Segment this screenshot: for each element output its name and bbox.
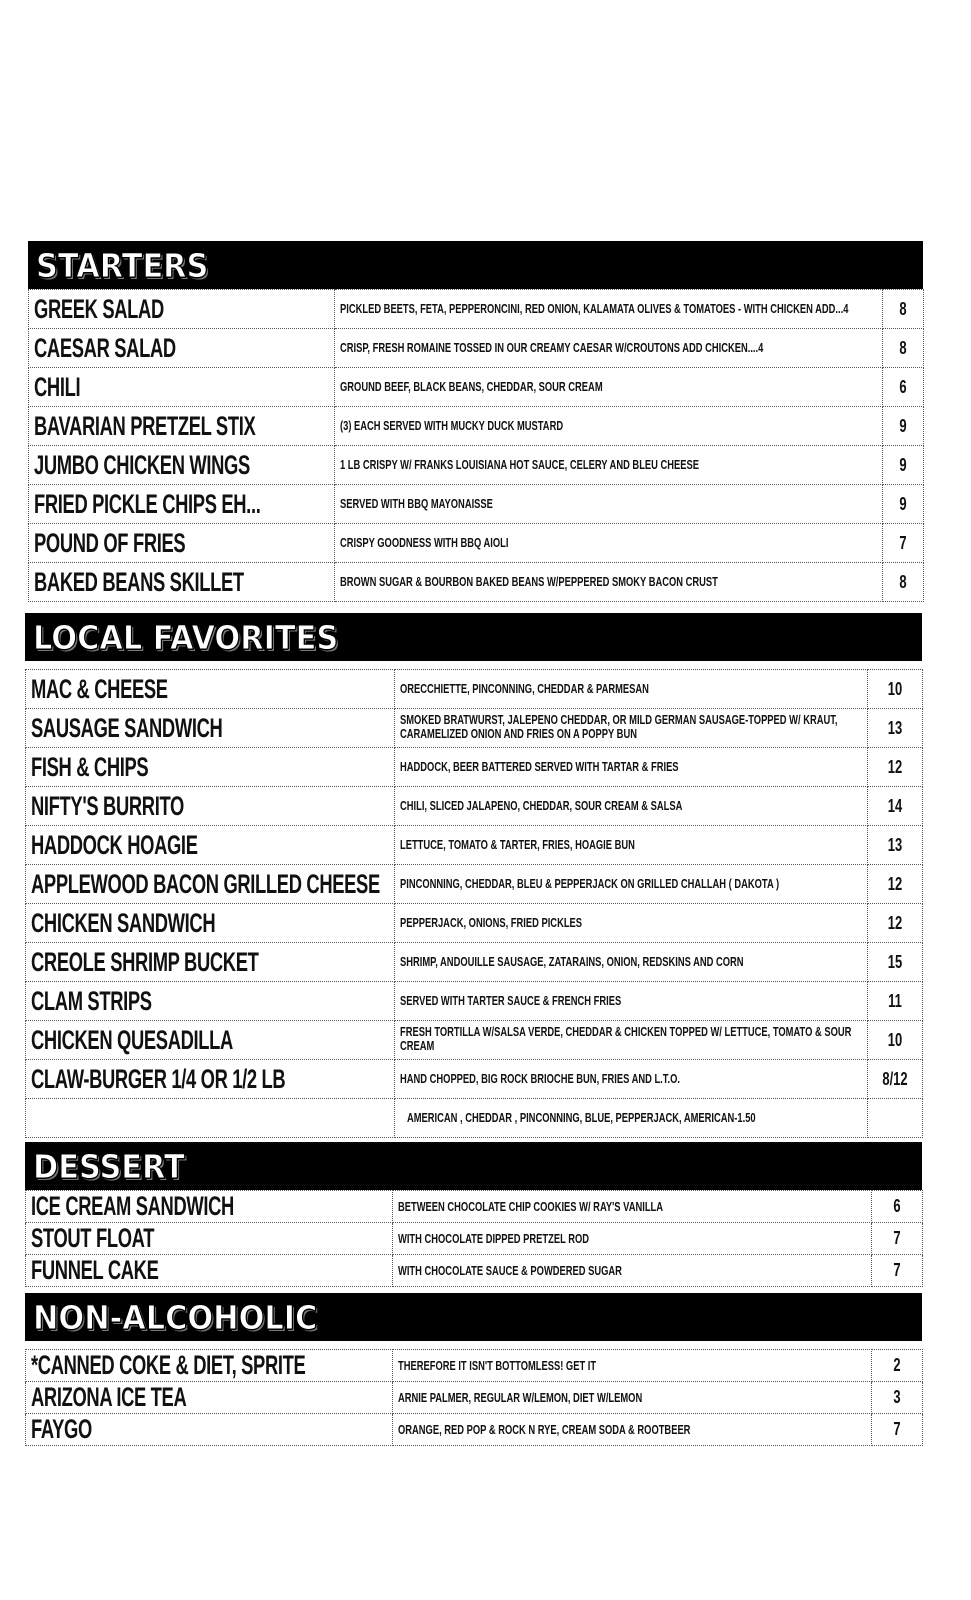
menu-item (29, 524, 924, 563)
section-header-non-alcoholic (25, 1293, 922, 1341)
item-price: 9 (899, 454, 907, 475)
item-price: 12 (887, 873, 903, 894)
menu-item (26, 865, 923, 904)
local-favorites-table (25, 669, 923, 1138)
menu-item (26, 1382, 923, 1414)
item-price: 7 (893, 1419, 901, 1439)
item-price: 13 (887, 717, 903, 738)
item-description: ORANGE, RED POP & ROCK N RYE, CREAM SODA & ROOTBEER (398, 1421, 691, 1437)
menu-item (29, 290, 924, 329)
menu-item (29, 329, 924, 368)
menu-item (26, 1021, 923, 1060)
item-description: BROWN SUGAR & BOURBON BAKED BEANS W/PEPPERED SMOKY BACON CRUST (340, 574, 718, 589)
item-description: WITH CHOCOLATE SAUCE & POWDERED SUGAR (398, 1262, 622, 1278)
item-name: HADDOCK HOAGIE (31, 829, 198, 860)
menu-item (26, 1191, 923, 1223)
item-description: CRISP, FRESH ROMAINE TOSSED IN OUR CREAMY CAESAR W/CROUTONS ADD CHICKEN....4 (340, 340, 764, 355)
dessert-table (25, 1190, 923, 1287)
item-price: 3 (893, 1387, 901, 1407)
item-name: GREEK SALAD (34, 293, 164, 324)
item-name: POUND OF FRIES (34, 527, 186, 558)
item-description: WITH CHOCOLATE DIPPED PRETZEL ROD (398, 1230, 590, 1246)
section-dessert (25, 1142, 922, 1287)
item-description: PICKLED BEETS, FETA, PEPPERONCINI, RED ONION, KALAMATA OLIVES & TOMATOES - WITH CHICKEN ADD...4 (340, 301, 849, 316)
item-description: SERVED WITH TARTER SAUCE & FRENCH FRIES (400, 993, 622, 1008)
item-name: BAVARIAN PRETZEL STIX (34, 410, 256, 441)
section-non-alcoholic (25, 1293, 922, 1446)
item-description: HAND CHOPPED, BIG ROCK BRIOCHE BUN, FRIES AND L.T.O. (400, 1071, 680, 1086)
section-title: LOCAL FAVORITES (33, 617, 339, 657)
item-price: 8 (899, 571, 907, 592)
item-description: THEREFORE IT ISN'T BOTTOMLESS! GET IT (398, 1357, 597, 1373)
menu-item (26, 748, 923, 787)
item-name: MAC & CHEESE (31, 673, 168, 704)
item-description: ORECCHIETTE, PINCONNING, CHEDDAR & PARMESAN (400, 681, 649, 696)
item-price: 11 (888, 990, 902, 1011)
item-price: 6 (899, 376, 907, 397)
section-header-dessert (25, 1142, 922, 1190)
menu-item (26, 943, 923, 982)
menu-item (29, 446, 924, 485)
item-name: CAESAR SALAD (34, 332, 176, 363)
item-name: ARIZONA ICE TEA (31, 1382, 187, 1412)
menu-item (26, 1060, 923, 1099)
section-local-favorites (25, 613, 922, 1138)
item-description: CRISPY GOODNESS WITH BBQ AIOLI (340, 535, 509, 550)
item-price: 15 (887, 951, 903, 972)
item-name: BAKED BEANS SKILLET (34, 566, 244, 597)
menu-item (26, 904, 923, 943)
item-name: JUMBO CHICKEN WINGS (34, 449, 250, 480)
item-description: AMERICAN , CHEDDAR , PINCONNING, BLUE, PEPPERJACK, AMERICAN-1.50 (407, 1110, 756, 1125)
menu-item (26, 1414, 923, 1446)
item-price: 6 (893, 1196, 901, 1216)
item-price: 7 (899, 532, 907, 553)
menu-item (26, 1099, 923, 1138)
item-price: 12 (887, 912, 903, 933)
menu-item (29, 407, 924, 446)
item-name: FRIED PICKLE CHIPS EH... (34, 488, 261, 519)
menu-item (26, 670, 923, 709)
item-price: 10 (887, 1029, 903, 1050)
item-description: SERVED WITH BBQ MAYONAISSE (340, 496, 493, 511)
item-description: 1 LB CRISPY W/ FRANKS LOUISIANA HOT SAUCE, CELERY AND BLEU CHEESE (340, 457, 700, 472)
section-title: STARTERS (36, 245, 209, 285)
item-name: CLAM STRIPS (31, 985, 152, 1016)
item-name: CHILI (34, 371, 81, 402)
item-description: (3) EACH SERVED WITH MUCKY DUCK MUSTARD (340, 418, 564, 433)
item-description: SHRIMP, ANDOUILLE SAUSAGE, ZATARAINS, ONION, REDSKINS AND CORN (400, 954, 744, 969)
menu-item (26, 1255, 923, 1287)
item-description: GROUND BEEF, BLACK BEANS, CHEDDAR, SOUR CREAM (340, 379, 603, 394)
item-price: 7 (893, 1228, 901, 1248)
item-name: NIFTY'S BURRITO (31, 790, 184, 821)
section-title: DESSERT (33, 1146, 185, 1186)
item-name: CREOLE SHRIMP BUCKET (31, 946, 259, 977)
item-name: APPLEWOOD BACON GRILLED CHEESE (31, 868, 380, 899)
item-description: LETTUCE, TOMATO & TARTER, FRIES, HOAGIE BUN (400, 837, 635, 852)
menu-item (29, 485, 924, 524)
menu-item (26, 826, 923, 865)
item-price: 8 (899, 298, 907, 319)
section-title: NON-ALCOHOLIC (33, 1297, 318, 1337)
menu-item (29, 368, 924, 407)
item-name: FAYGO (31, 1414, 92, 1444)
section-header-starters (28, 241, 923, 289)
item-name: ICE CREAM SANDWICH (31, 1191, 234, 1221)
item-name: STOUT FLOAT (31, 1223, 155, 1253)
section-starters (28, 241, 923, 602)
item-price: 9 (899, 493, 907, 514)
non-alcoholic-table (25, 1349, 923, 1446)
item-price: 10 (887, 678, 903, 699)
item-description: CHILI, SLICED JALAPENO, CHEDDAR, SOUR CREAM & SALSA (400, 798, 683, 813)
menu-item (26, 982, 923, 1021)
item-price: 13 (887, 834, 903, 855)
item-name: *CANNED COKE & DIET, SPRITE (31, 1350, 306, 1380)
item-description: BETWEEN CHOCOLATE CHIP COOKIES W/ RAY'S VANILLA (398, 1198, 664, 1214)
item-name: CLAW-BURGER 1/4 OR 1/2 LB (31, 1063, 286, 1094)
item-name: FISH & CHIPS (31, 751, 149, 782)
item-name: FUNNEL CAKE (31, 1255, 159, 1285)
item-description: PEPPERJACK, ONIONS, FRIED PICKLES (400, 915, 583, 930)
section-header-local-favorites (25, 613, 922, 661)
item-description: HADDOCK, BEER BATTERED SERVED WITH TARTAR & FRIES (400, 759, 679, 774)
menu-item (26, 709, 923, 748)
menu-item (26, 1223, 923, 1255)
item-description: SMOKED BRATWURST, JALEPENO CHEDDAR, OR MILD GERMAN SAUSAGE-TOPPED W/ KRAUT, CARAMELIZED ONION AND FRIES ON A POPPY BUN (400, 712, 838, 741)
item-description: FRESH TORTILLA W/SALSA VERDE, CHEDDAR & CHICKEN TOPPED W/ LETTUCE, TOMATO & SOUR CREAM (400, 1024, 852, 1053)
item-description: PINCONNING, CHEDDAR, BLEU & PEPPERJACK ON GRILLED CHALLAH ( DAKOTA ) (400, 876, 780, 891)
item-price: 7 (893, 1260, 901, 1280)
starters-table (28, 289, 924, 602)
item-name: CHICKEN QUESADILLA (31, 1024, 233, 1055)
menu-item (29, 563, 924, 602)
menu-item (26, 787, 923, 826)
item-price: 2 (893, 1355, 901, 1375)
item-price: 8 (899, 337, 907, 358)
item-description: ARNIE PALMER, REGULAR W/LEMON, DIET W/LEMON (398, 1389, 643, 1405)
item-price: 14 (887, 795, 903, 816)
item-name: CHICKEN SANDWICH (31, 907, 216, 938)
item-price: 9 (899, 415, 907, 436)
item-name: SAUSAGE SANDWICH (31, 712, 223, 743)
menu-item (26, 1350, 923, 1382)
item-price: 8/12 (882, 1068, 908, 1089)
item-price: 12 (887, 756, 903, 777)
